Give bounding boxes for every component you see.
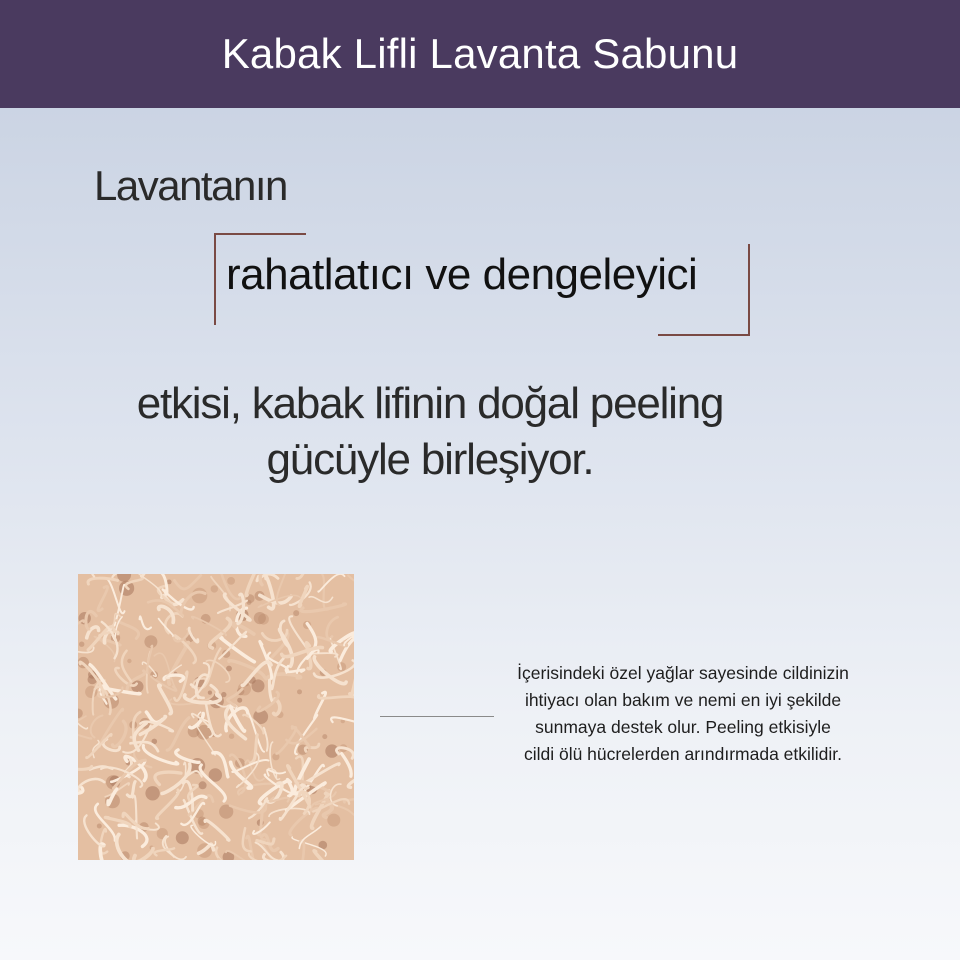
fiber-strand — [232, 623, 254, 634]
header-bar — [0, 0, 960, 108]
frame-corner-top-left-vertical — [214, 233, 216, 325]
fiber-strand — [201, 859, 220, 860]
fiber-gap — [254, 612, 266, 624]
fiber-strand — [251, 735, 258, 763]
fiber-gap — [237, 698, 242, 703]
fiber-strand — [264, 728, 268, 751]
fiber-gap — [176, 831, 189, 844]
fiber-strand — [134, 849, 153, 860]
fiber-strand — [174, 575, 200, 589]
fiber-strand — [176, 750, 199, 763]
fiber-gap — [78, 709, 83, 719]
page-title: Kabak Lifli Lavanta Sabunu — [221, 30, 739, 77]
highlight-text: rahatlatıcı ve dengeleyici — [226, 250, 698, 299]
fiber-strand — [297, 574, 307, 579]
fiber-gap — [337, 662, 346, 671]
frame-corner-bottom-right — [658, 334, 750, 336]
description-line: ihtiyacı olan bakım ve nemi en iyi şekilde — [524, 690, 842, 710]
body-line: etkisi, kabak lifinin doğal peeling — [136, 379, 724, 428]
fiber-strand — [350, 675, 354, 694]
fiber-strand — [117, 621, 139, 639]
fiber-strand — [327, 617, 338, 638]
fiber-strand — [135, 574, 161, 597]
loofah-texture-image — [78, 574, 354, 860]
body-line: gücüyle birleşiyor. — [266, 435, 594, 484]
fiber-gap — [211, 585, 218, 592]
fiber-strand — [143, 746, 178, 765]
description-line: cildi ölü hücrelerden arındırmada etkilidir. — [523, 744, 843, 764]
fiber-gap — [79, 642, 84, 647]
fiber-gap — [199, 781, 207, 789]
loofah-fiber-pattern — [78, 574, 354, 860]
fiber-strand — [270, 798, 289, 802]
fiber-gap — [322, 734, 327, 739]
fiber-strand — [122, 651, 131, 682]
body-text — [80, 376, 780, 488]
fiber-gap — [127, 659, 131, 663]
fiber-strand — [140, 616, 151, 629]
fiber-strand — [113, 721, 127, 746]
fiber-gap — [192, 588, 208, 604]
frame-corner-top-left — [214, 233, 306, 235]
fiber-gap — [327, 814, 340, 827]
fiber-gap — [293, 610, 299, 616]
fiber-gap — [208, 691, 212, 695]
fiber-strand — [227, 689, 242, 706]
frame-corner-bottom-right-vertical — [748, 244, 750, 336]
fiber-gap — [145, 786, 159, 800]
fiber-strand — [155, 772, 181, 784]
fiber-strand — [95, 804, 115, 841]
fiber-strand — [88, 578, 118, 584]
fiber-gap — [97, 824, 102, 829]
fiber-strand — [133, 796, 137, 839]
fiber-gap — [229, 734, 234, 739]
fiber-strand — [167, 718, 189, 751]
fiber-gap — [117, 574, 131, 582]
fiber-strand — [90, 574, 102, 577]
fiber-strand — [98, 586, 108, 610]
fiber-gap — [297, 689, 302, 694]
intro-text: Lavantanın — [94, 162, 287, 209]
fiber-strand — [348, 576, 354, 595]
description-line: sunmaya destek olur. Peeling etkisiyle — [535, 717, 831, 737]
fiber-strand — [78, 731, 91, 738]
fiber-strand — [282, 647, 323, 656]
fiber-gap — [227, 577, 235, 585]
description-line: İçerisindeki özel yağlar sayesinde cildinizin — [517, 663, 849, 683]
description-text — [478, 660, 888, 768]
connector-line — [380, 716, 494, 717]
fiber-strand — [205, 820, 229, 840]
fiber-strand — [91, 716, 103, 738]
fiber-strand — [309, 597, 333, 603]
fiber-strand — [78, 759, 92, 769]
fiber-strand — [342, 754, 352, 777]
fiber-strand — [258, 692, 279, 711]
